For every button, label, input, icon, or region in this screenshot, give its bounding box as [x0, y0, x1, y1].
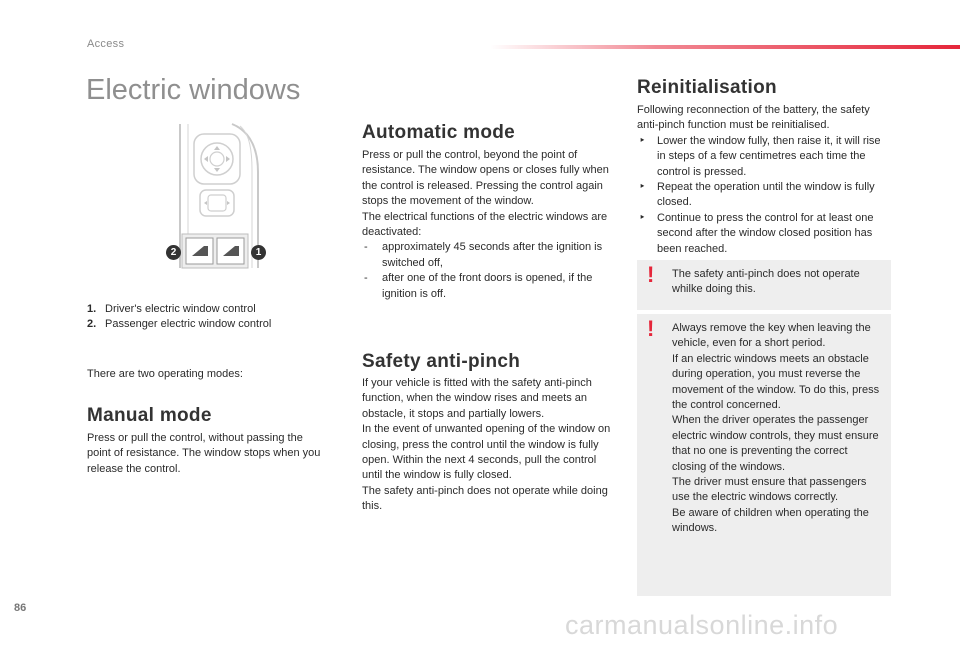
anti-pinch-paragraph: The safety anti-pinch does not operate while doing this.	[362, 484, 608, 513]
reinitialisation-paragraph: Following reconnection of the battery, the safety anti-pinch function must be reinitialised.	[637, 104, 870, 132]
list-item: - approximately 45 seconds after the ignition is switched off,	[362, 240, 618, 271]
figure-legend	[87, 302, 327, 333]
warning-line: If an electric windows meets an obstacle during operation, you must reverse the movement of the window. To do this, press the control concerned.	[672, 352, 880, 412]
page-number: 86	[14, 602, 27, 614]
callout-2-label: 2	[170, 247, 177, 258]
automatic-mode-paragraph: Press or pull the control, beyond the point of resistance. The window opens or closes fully when the control is released. Pressing the control again stops the movement of the window.	[362, 149, 609, 208]
callout-1-badge	[251, 245, 266, 260]
step-item: ‣ Repeat the operation until the window is fully closed.	[637, 180, 892, 211]
anti-pinch-body	[362, 376, 618, 515]
legend-item	[87, 302, 327, 317]
warning-line: The driver must ensure that passengers use the electric windows correctly.	[672, 476, 867, 504]
anti-pinch-paragraph: If your vehicle is fitted with the safety anti-pinch function, when the window rises and meets an obstacle, it stops and partially lowers.	[362, 377, 592, 420]
anti-pinch-heading: Safety anti-pinch	[362, 351, 521, 372]
warning-text	[672, 321, 883, 537]
reinitialisation-steps	[637, 134, 892, 257]
legend-number: 2.	[87, 318, 97, 331]
automatic-mode-body	[362, 148, 618, 302]
step-item: ‣ Continue to press the control for at least one second after the window closed position has been reached.	[637, 211, 892, 257]
warning-text: The safety anti-pinch does not operate whilke doing this.	[672, 268, 860, 296]
warning-box	[637, 314, 891, 596]
intro-text: There are two operating modes:	[87, 368, 243, 380]
warning-line: When the driver operates the passenger electric window controls, they must ensure that no one is preventing the correct closing of the windows.	[672, 414, 879, 473]
list-item: - after one of the front doors is opened, if the ignition is off.	[362, 271, 618, 302]
warning-icon: !	[647, 262, 655, 287]
section-label: Access	[87, 38, 125, 50]
warning-icon: !	[647, 316, 655, 341]
header-accent-bar	[490, 45, 960, 49]
watermark: carmanualsonline.info	[565, 610, 839, 640]
anti-pinch-paragraph: In the event of unwanted opening of the window on closing, press the control until the window is fully open. Within the next 4 seconds, pull the control until the window is fully closed.	[362, 423, 611, 482]
legend-item	[87, 317, 327, 332]
legend-number: 1.	[87, 303, 97, 315]
callout-1-label: 1	[255, 247, 262, 258]
deactivation-list	[362, 240, 618, 302]
warning-line: Be aware of children when operating the windows.	[672, 506, 869, 535]
page-title: Electric windows	[86, 74, 301, 106]
step-item: ‣ Lower the window fully, then raise it, it will rise in steps of a few centimetres each time the control is pressed.	[637, 134, 892, 180]
reinitialisation-body	[637, 103, 892, 257]
warning-box	[637, 260, 891, 310]
legend-text: Driver's electric window control	[105, 303, 256, 315]
automatic-mode-heading: Automatic mode	[362, 122, 516, 143]
callout-2-badge	[166, 245, 181, 260]
manual-mode-text: Press or pull the control, without passing the point of resistance. The window stops when you release the control.	[87, 432, 321, 475]
warning-line: Always remove the key when leaving the vehicle, even for a short period.	[672, 322, 871, 350]
reinitialisation-heading: Reinitialisation	[637, 77, 777, 98]
legend-text: Passenger electric window control	[105, 318, 272, 331]
manual-mode-heading: Manual mode	[87, 405, 212, 426]
automatic-mode-paragraph: The electrical functions of the electric windows are deactivated:	[362, 210, 608, 239]
